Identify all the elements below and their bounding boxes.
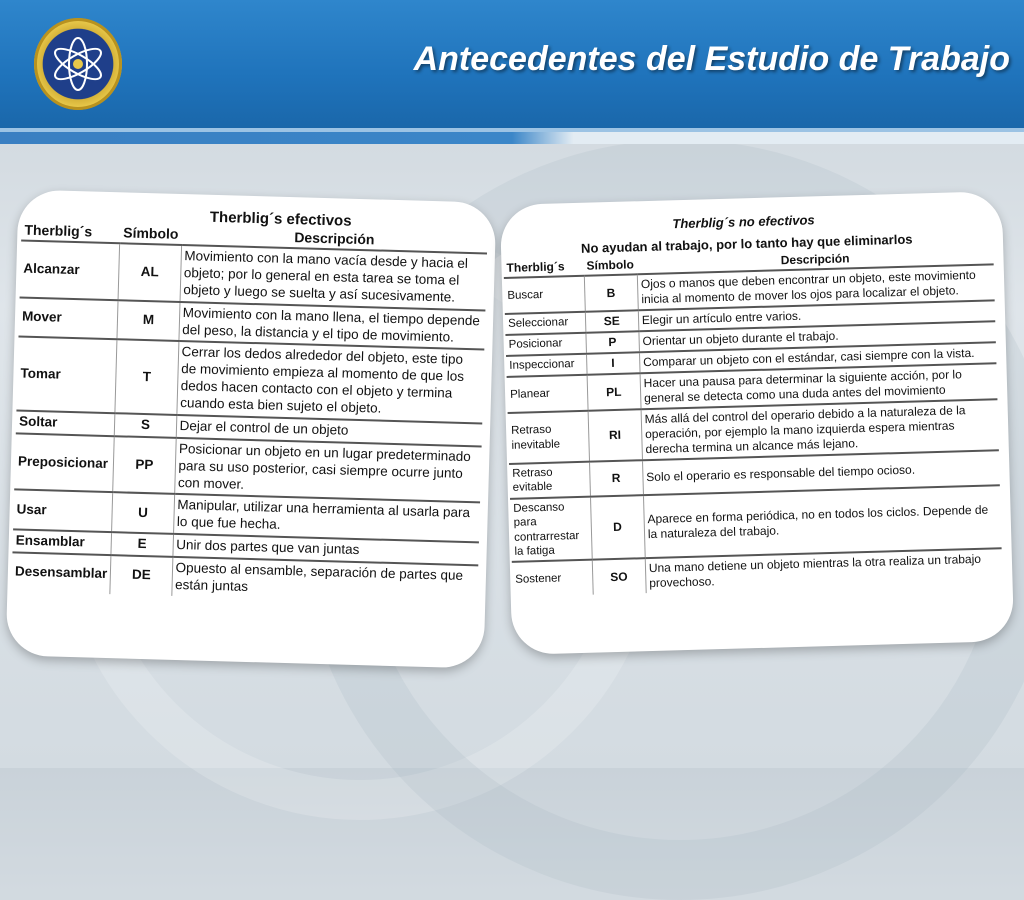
slide-title: Antecedentes del Estudio de Trabajo [413,40,1010,78]
effective-therbligs-table [11,220,487,605]
therblig-symbol: P [585,331,639,353]
effective-therbligs-card [6,189,497,668]
therblig-symbol: RI [588,409,643,461]
therblig-name: Retraso inevitable [508,411,589,464]
therblig-symbol: I [586,352,640,374]
therblig-symbol: B [584,274,638,311]
therblig-symbol: R [589,460,643,496]
column-header-therblig: Therblig´s [506,259,565,275]
therblig-description: Una mano detiene un objeto mientras la otra realiza un trabajo provechoso. [645,548,1002,593]
therblig-name: Seleccionar [505,312,586,335]
column-header-therblig: Therblig´s [24,221,93,240]
therblig-symbol: D [590,495,645,560]
therblig-description: Elegir un artículo entre varios. [638,300,995,331]
column-header-symbol: Símbolo [123,224,179,242]
therblig-name: Preposicionar [14,433,114,492]
therblig-symbol: DE [110,555,172,595]
therblig-description: Cerrar los dedos alrededor del objeto, este tipo de movimiento empieza al momento de que los dedos hacen contacto con el objeto y termina cuando esta bien sujeto el objeto. [176,341,484,423]
therblig-name: Usar [13,490,113,532]
therblig-description: Comparar un objeto con el estándar, casi siempre con la vista. [639,342,996,373]
therblig-name: Alcanzar [20,241,120,300]
card-title: Therblig´s no efectivos [672,212,815,232]
therblig-name: Tomar [16,337,117,413]
therblig-name: Sostener [512,560,593,597]
therblig-symbol: M [117,300,179,341]
therblig-description: Ojos o manos que deben encontrar un objeto, este movimiento inicia al momento de mover los ojos para localizar el objeto. [637,264,995,310]
non-effective-therbligs-table [503,245,1002,597]
therblig-symbol: PP [113,436,176,494]
therblig-symbol: AL [118,243,181,301]
university-seal-icon [34,18,122,110]
non-effective-therbligs-card [500,191,1014,655]
therblig-description: Solo el operario es responsable del tiempo ocioso. [642,450,999,495]
therblig-name: Posicionar [505,333,586,356]
column-header-symbol: Símbolo [586,257,635,273]
table-row [16,337,484,423]
therblig-symbol: SO [592,558,646,594]
therblig-description: Manipular, utilizar una herramienta al usarla para lo que fue hecha. [173,494,480,542]
therblig-name: Retraso evitable [509,462,590,499]
therblig-description: Unir dos partes que van juntas [172,534,478,565]
therblig-name: Soltar [16,410,115,436]
therblig-description: Hacer una pausa para determinar la siguiente acción, por lo general se detecta como una duda antes del movimiento [640,363,998,409]
therblig-symbol: E [111,532,173,557]
header-divider [0,128,1024,144]
slide-header [0,0,1024,128]
therblig-name: Ensamblar [12,530,111,556]
card-subtitle: No ayudan al trabajo, por lo tanto hay que eliminarlos [580,231,913,256]
therblig-description: Posicionar un objeto en un lugar predeterminado para su uso posterior, casi siempre ocurre junto con mover. [174,438,481,503]
therblig-name: Buscar [504,276,585,314]
column-header-description: Descripción [780,251,850,268]
therblig-symbol: SE [585,310,639,332]
therblig-symbol: S [115,413,177,438]
therblig-name: Desensamblar [11,552,111,593]
therblig-description: Aparece en forma periódica, no en todos los ciclos. Depende de la naturaleza del trabajo. [643,485,1001,558]
column-header-description: Descripción [294,229,375,248]
therblig-name: Inspeccionar [506,354,587,377]
therblig-description: Más allá del control del operario debido a la naturaleza de la operación, por ejemplo la mano izquierda espera mientras derecha termina un alcance más lejano. [641,399,999,460]
therblig-name: Descanso para contrarrestar la fatiga [510,496,592,562]
therblig-symbol: T [115,340,178,415]
therblig-symbol: PL [587,373,641,410]
therblig-description: Opuesto al ensamble, separación de partes que están juntas [171,557,478,604]
card-title: Therblig´s efectivos [209,208,352,230]
therblig-description: Movimiento con la mano vacía desde y hacia el objeto; por lo general en esta tarea se toma el objeto y luego se suelta y así sucesivamente. [180,245,487,310]
therblig-name: Planear [507,375,588,413]
therblig-description: Movimiento con la mano llena, el tiempo depende del peso, la distancia y el tipo de movimiento. [178,302,485,350]
therblig-description: Orientar un objeto durante el trabajo. [639,321,996,352]
therblig-description: Dejar el control de un objeto [176,415,482,446]
therblig-name: Mover [18,297,118,339]
therblig-symbol: U [112,493,174,534]
